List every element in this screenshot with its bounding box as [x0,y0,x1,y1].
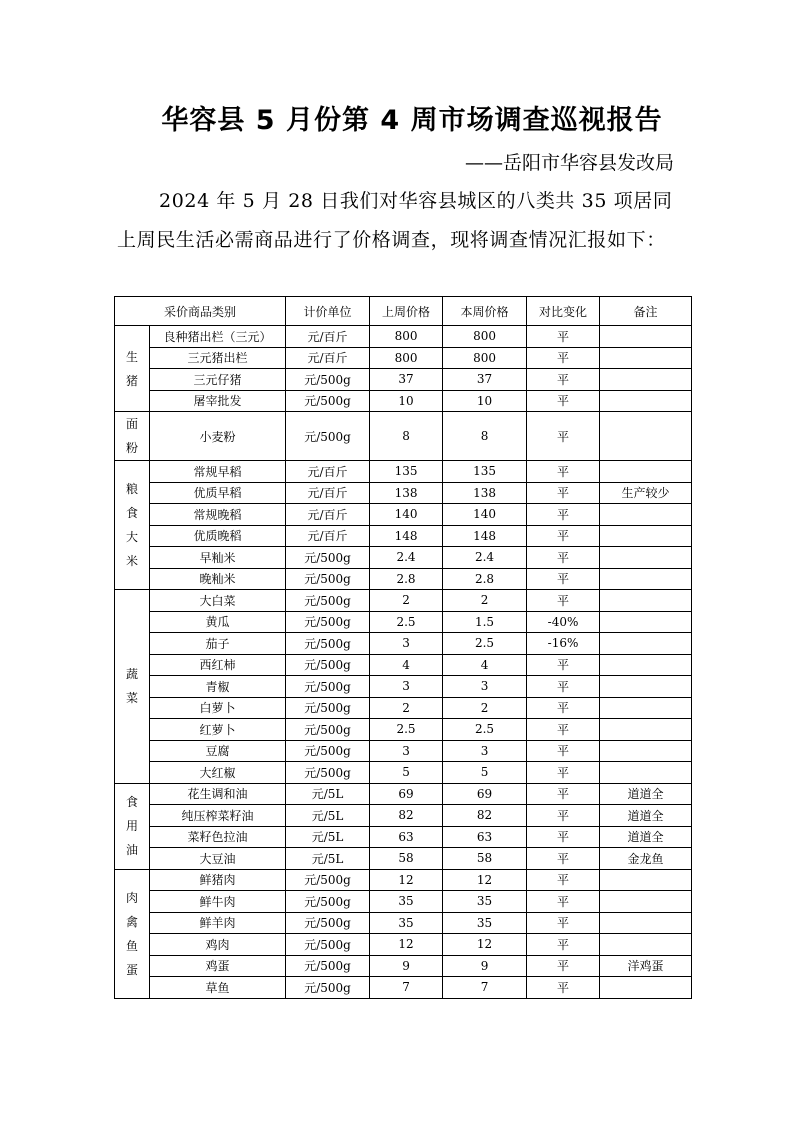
table-row [115,525,692,547]
table-row [115,826,692,848]
table-row [115,955,692,977]
this-price-cell: 148 [443,525,527,547]
note-cell [600,611,692,633]
this-price-cell: 9 [443,955,527,977]
category-cell [115,412,150,461]
this-price-cell: 3 [443,676,527,698]
table-row [115,611,692,633]
table-row [115,412,692,461]
note-cell [600,891,692,913]
last-price-cell: 140 [370,504,443,526]
category-cell [115,783,150,869]
table-row [115,676,692,698]
table-row [115,912,692,934]
item-name-cell: 豆腐 [150,740,286,762]
price-table-body [115,326,692,999]
note-cell [600,461,692,483]
unit-cell: 元/500g [286,869,370,891]
note-cell [600,912,692,934]
note-cell [600,977,692,999]
item-name-cell: 优质早稻 [150,482,286,504]
intro-paragraph: 2024 年 5 月 28 日我们对华容县城区的八类共 35 项居同上周民生活必需商品进行了价格调查，现将调查情况汇报如下： [117,190,673,251]
category-char: 面 [125,417,138,431]
this-price-cell: 2.5 [443,633,527,655]
note-cell [600,762,692,784]
table-row [115,482,692,504]
unit-cell: 元/500g [286,568,370,590]
change-cell: 平 [527,740,600,762]
last-price-cell: 9 [370,955,443,977]
category-cell [115,590,150,784]
last-price-cell: 2.5 [370,719,443,741]
change-cell: 平 [527,326,600,348]
table-row [115,369,692,391]
change-cell: 平 [527,369,600,391]
note-cell [600,633,692,655]
last-price-cell: 58 [370,848,443,870]
category-char: 食 [125,506,138,520]
table-row [115,805,692,827]
last-price-cell: 2.5 [370,611,443,633]
unit-cell: 元/500g [286,654,370,676]
this-price-cell: 35 [443,891,527,913]
last-price-cell: 2.8 [370,568,443,590]
table-row [115,347,692,369]
this-price-cell: 12 [443,869,527,891]
item-name-cell: 三元猪出栏 [150,347,286,369]
unit-cell: 元/500g [286,369,370,391]
change-cell: 平 [527,547,600,569]
change-cell: 平 [527,347,600,369]
item-name-cell: 大豆油 [150,848,286,870]
note-cell: 金龙鱼 [600,848,692,870]
change-cell: 平 [527,912,600,934]
last-price-cell: 69 [370,783,443,805]
last-price-cell: 8 [370,412,443,461]
change-cell: 平 [527,719,600,741]
category-char: 食 [125,795,138,809]
change-cell: 平 [527,412,600,461]
item-name-cell: 鸡蛋 [150,955,286,977]
unit-cell: 元/500g [286,676,370,698]
header-unit: 计价单位 [286,297,370,326]
unit-cell: 元/500g [286,891,370,913]
unit-cell: 元/500g [286,912,370,934]
change-cell: 平 [527,461,600,483]
this-price-cell: 8 [443,412,527,461]
unit-cell: 元/500g [286,633,370,655]
table-row [115,934,692,956]
item-name-cell: 西红柿 [150,654,286,676]
unit-cell: 元/5L [286,805,370,827]
last-price-cell: 37 [370,369,443,391]
unit-cell: 元/百斤 [286,461,370,483]
last-price-cell: 35 [370,891,443,913]
table-row [115,891,692,913]
last-price-cell: 800 [370,326,443,348]
item-name-cell: 鲜猪肉 [150,869,286,891]
note-cell [600,934,692,956]
unit-cell: 元/百斤 [286,482,370,504]
table-row [115,590,692,612]
table-row [115,783,692,805]
note-cell: 道道全 [600,805,692,827]
table-row [115,654,692,676]
header-last-price: 上周价格 [370,297,443,326]
category-char: 粉 [125,441,138,455]
change-cell: 平 [527,955,600,977]
price-table [114,296,692,999]
item-name-cell: 花生调和油 [150,783,286,805]
change-cell: 平 [527,891,600,913]
this-price-cell: 5 [443,762,527,784]
last-price-cell: 4 [370,654,443,676]
category-char: 大 [125,530,138,544]
this-price-cell: 140 [443,504,527,526]
category-char: 用 [125,819,138,833]
item-name-cell: 草鱼 [150,977,286,999]
category-char: 鱼 [125,938,138,953]
note-cell: 道道全 [600,826,692,848]
last-price-cell: 3 [370,740,443,762]
last-price-cell: 35 [370,912,443,934]
note-cell [600,568,692,590]
change-cell: 平 [527,805,600,827]
unit-cell: 元/百斤 [286,504,370,526]
table-row [115,977,692,999]
item-name-cell: 屠宰批发 [150,390,286,412]
change-cell: 平 [527,568,600,590]
unit-cell: 元/500g [286,697,370,719]
category-char: 猪 [125,373,138,388]
unit-cell: 元/百斤 [286,347,370,369]
this-price-cell: 138 [443,482,527,504]
note-cell [600,326,692,348]
change-cell: 平 [527,826,600,848]
table-row [115,390,692,412]
note-cell [600,676,692,698]
unit-cell: 元/500g [286,955,370,977]
category-char: 肉 [125,890,138,905]
change-cell: 平 [527,934,600,956]
category-char: 油 [125,843,138,857]
change-cell: 平 [527,390,600,412]
note-cell [600,369,692,391]
this-price-cell: 63 [443,826,527,848]
this-price-cell: 135 [443,461,527,483]
item-name-cell: 黄瓜 [150,611,286,633]
change-cell: 平 [527,482,600,504]
note-cell [600,697,692,719]
last-price-cell: 5 [370,762,443,784]
category-cell [115,869,150,998]
table-row [115,547,692,569]
table-row [115,762,692,784]
item-name-cell: 大红椒 [150,762,286,784]
category-cell [115,461,150,590]
category-char: 米 [125,554,138,568]
header-change: 对比变化 [527,297,600,326]
this-price-cell: 2.8 [443,568,527,590]
unit-cell: 元/500g [286,934,370,956]
table-row [115,697,692,719]
note-cell [600,654,692,676]
item-name-cell: 常规晚稻 [150,504,286,526]
unit-cell: 元/5L [286,848,370,870]
report-title: 华容县 5 月份第 4 周市场调查巡视报告 [161,105,663,136]
this-price-cell: 4 [443,654,527,676]
last-price-cell: 10 [370,390,443,412]
this-price-cell: 800 [443,326,527,348]
header-this-price: 本周价格 [443,297,527,326]
note-cell [600,590,692,612]
this-price-cell: 800 [443,347,527,369]
this-price-cell: 35 [443,912,527,934]
change-cell: 平 [527,762,600,784]
item-name-cell: 红萝卜 [150,719,286,741]
this-price-cell: 1.5 [443,611,527,633]
table-row [115,719,692,741]
last-price-cell: 148 [370,525,443,547]
item-name-cell: 三元仔猪 [150,369,286,391]
note-cell [600,547,692,569]
unit-cell: 元/500g [286,547,370,569]
unit-cell: 元/百斤 [286,525,370,547]
change-cell: 平 [527,848,600,870]
change-cell: -40% [527,611,600,633]
this-price-cell: 2.5 [443,719,527,741]
table-row [115,633,692,655]
note-cell [600,347,692,369]
unit-cell: 元/百斤 [286,326,370,348]
change-cell: 平 [527,783,600,805]
item-name-cell: 优质晚稻 [150,525,286,547]
item-name-cell: 鲜牛肉 [150,891,286,913]
change-cell: 平 [527,590,600,612]
last-price-cell: 7 [370,977,443,999]
this-price-cell: 3 [443,740,527,762]
category-char: 粮 [125,482,138,496]
category-char: 生 [125,349,138,364]
note-cell [600,869,692,891]
last-price-cell: 12 [370,934,443,956]
item-name-cell: 常规早稻 [150,461,286,483]
category-char: 蔬 [125,667,138,682]
item-name-cell: 小麦粉 [150,412,286,461]
item-name-cell: 纯压榨菜籽油 [150,805,286,827]
unit-cell: 元/5L [286,826,370,848]
issuer-line: ——岳阳市华容县发改局 [464,152,674,174]
table-row [115,461,692,483]
this-price-cell: 58 [443,848,527,870]
this-price-cell: 69 [443,783,527,805]
category-char: 禽 [125,914,138,929]
last-price-cell: 2 [370,590,443,612]
last-price-cell: 3 [370,633,443,655]
change-cell: 平 [527,977,600,999]
unit-cell: 元/500g [286,412,370,461]
this-price-cell: 2 [443,697,527,719]
header-note: 备注 [600,297,692,326]
category-char: 蛋 [125,962,138,977]
note-cell [600,525,692,547]
table-row [115,869,692,891]
note-cell [600,390,692,412]
this-price-cell: 82 [443,805,527,827]
item-name-cell: 白萝卜 [150,697,286,719]
last-price-cell: 3 [370,676,443,698]
last-price-cell: 800 [370,347,443,369]
last-price-cell: 2.4 [370,547,443,569]
note-cell: 生产较少 [600,482,692,504]
category-cell [115,326,150,412]
item-name-cell: 鸡肉 [150,934,286,956]
item-name-cell: 青椒 [150,676,286,698]
last-price-cell: 12 [370,869,443,891]
item-name-cell: 早籼米 [150,547,286,569]
table-row [115,326,692,348]
change-cell: 平 [527,504,600,526]
change-cell: -16% [527,633,600,655]
this-price-cell: 2 [443,590,527,612]
change-cell: 平 [527,525,600,547]
this-price-cell: 7 [443,977,527,999]
item-name-cell: 良种猪出栏（三元） [150,326,286,348]
change-cell: 平 [527,676,600,698]
change-cell: 平 [527,869,600,891]
item-name-cell: 菜籽色拉油 [150,826,286,848]
note-cell [600,412,692,461]
table-row [115,740,692,762]
this-price-cell: 37 [443,369,527,391]
unit-cell: 元/500g [286,390,370,412]
item-name-cell: 大白菜 [150,590,286,612]
table-row [115,568,692,590]
last-price-cell: 135 [370,461,443,483]
change-cell: 平 [527,654,600,676]
unit-cell: 元/500g [286,740,370,762]
table-row [115,848,692,870]
unit-cell: 元/500g [286,977,370,999]
category-char: 菜 [125,691,138,706]
this-price-cell: 10 [443,390,527,412]
note-cell: 洋鸡蛋 [600,955,692,977]
this-price-cell: 12 [443,934,527,956]
note-cell [600,740,692,762]
unit-cell: 元/500g [286,719,370,741]
table-row [115,504,692,526]
item-name-cell: 鲜羊肉 [150,912,286,934]
this-price-cell: 2.4 [443,547,527,569]
last-price-cell: 82 [370,805,443,827]
note-cell [600,719,692,741]
unit-cell: 元/5L [286,783,370,805]
change-cell: 平 [527,697,600,719]
item-name-cell: 茄子 [150,633,286,655]
item-name-cell: 晚籼米 [150,568,286,590]
unit-cell: 元/500g [286,590,370,612]
note-cell [600,504,692,526]
last-price-cell: 2 [370,697,443,719]
last-price-cell: 63 [370,826,443,848]
note-cell: 道道全 [600,783,692,805]
unit-cell: 元/500g [286,762,370,784]
header-category: 采价商品类别 [115,297,286,326]
last-price-cell: 138 [370,482,443,504]
unit-cell: 元/500g [286,611,370,633]
header-row [115,297,692,326]
